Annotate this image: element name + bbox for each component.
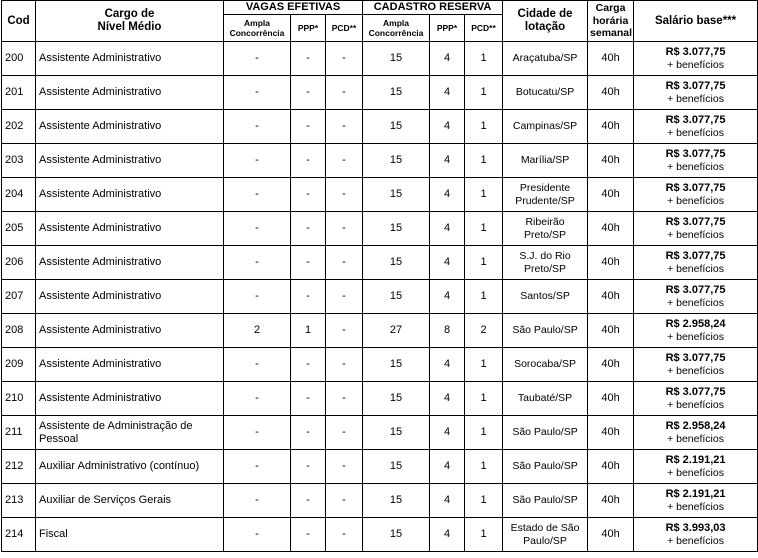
- vagas-ppp-cell: -: [291, 382, 326, 416]
- header-carga-line3: semanal: [590, 27, 633, 40]
- benefit-note: + benefícios: [667, 466, 724, 479]
- cidade-cell: São Paulo/SP: [503, 314, 588, 348]
- salario-value: R$ 3.077,75: [665, 45, 726, 58]
- reserva-ppp-cell: 4: [430, 246, 465, 280]
- table-row: [2, 110, 758, 144]
- carga-cell: 40h: [588, 42, 634, 76]
- reserva-pcd-cell: 2: [465, 314, 503, 348]
- salario-value: R$ 2.958,24: [665, 419, 726, 432]
- salario-cell: [634, 450, 758, 484]
- reserva-ppp-cell: 4: [430, 518, 465, 552]
- header-cr-ppp: PPP*: [430, 15, 465, 42]
- vagas-pcd-cell: -: [326, 348, 363, 382]
- reserva-ampla-cell: 15: [363, 212, 430, 246]
- cargo-cell: Assistente Administrativo: [36, 76, 224, 110]
- cidade-cell: Marília/SP: [503, 144, 588, 178]
- reserva-pcd-cell: 1: [465, 450, 503, 484]
- salario-cell: [634, 348, 758, 382]
- header-salario: Salário base***: [634, 1, 758, 42]
- vagas-ampla-cell: -: [224, 484, 291, 518]
- salario-value: R$ 3.993,03: [665, 521, 726, 534]
- header-vagas-efetivas: VAGAS EFETIVAS: [224, 1, 363, 15]
- table-row: [2, 382, 758, 416]
- cod-cell: 202: [2, 110, 36, 144]
- benefit-note: + benefícios: [667, 160, 724, 173]
- reserva-ampla-cell: 15: [363, 518, 430, 552]
- vagas-ampla-cell: -: [224, 42, 291, 76]
- reserva-ampla-cell: 15: [363, 450, 430, 484]
- reserva-ampla-cell: 27: [363, 314, 430, 348]
- salario-value: R$ 2.191,21: [665, 487, 726, 500]
- cod-cell: 201: [2, 76, 36, 110]
- header-ve-ampla-line1: Ampla: [244, 18, 270, 28]
- carga-cell: 40h: [588, 484, 634, 518]
- cargo-cell: Assistente Administrativo: [36, 382, 224, 416]
- vagas-ampla-cell: -: [224, 450, 291, 484]
- table-row: [2, 314, 758, 348]
- vagas-pcd-cell: -: [326, 144, 363, 178]
- carga-cell: 40h: [588, 450, 634, 484]
- vagas-ppp-cell: -: [291, 348, 326, 382]
- cod-cell: 213: [2, 484, 36, 518]
- benefit-note: + benefícios: [667, 194, 724, 207]
- salario-cell: [634, 382, 758, 416]
- reserva-pcd-cell: 1: [465, 348, 503, 382]
- cod-cell: 214: [2, 518, 36, 552]
- cod-cell: 203: [2, 144, 36, 178]
- positions-table: [1, 0, 758, 552]
- vagas-ampla-cell: -: [224, 110, 291, 144]
- salario-value: R$ 3.077,75: [665, 147, 726, 160]
- cidade-cell: Botucatu/SP: [503, 76, 588, 110]
- table-row: [2, 76, 758, 110]
- benefit-note: + benefícios: [667, 398, 724, 411]
- header-cidade-line2: lotação: [524, 21, 566, 33]
- salario-value: R$ 2.958,24: [665, 317, 726, 330]
- carga-cell: 40h: [588, 280, 634, 314]
- vagas-ppp-cell: -: [291, 450, 326, 484]
- vagas-pcd-cell: -: [326, 246, 363, 280]
- benefit-note: + benefícios: [667, 126, 724, 139]
- cidade-cell: São Paulo/SP: [503, 484, 588, 518]
- vagas-ampla-cell: -: [224, 246, 291, 280]
- cargo-cell: Auxiliar Administrativo (contínuo): [36, 450, 224, 484]
- cargo-cell: Assistente Administrativo: [36, 42, 224, 76]
- cod-cell: 211: [2, 416, 36, 450]
- cod-cell: 200: [2, 42, 36, 76]
- reserva-pcd-cell: 1: [465, 110, 503, 144]
- vagas-pcd-cell: -: [326, 416, 363, 450]
- vagas-ampla-cell: -: [224, 348, 291, 382]
- table-row: [2, 42, 758, 76]
- salario-value: R$ 3.077,75: [665, 79, 726, 92]
- vagas-ampla-cell: -: [224, 212, 291, 246]
- table-row: [2, 518, 758, 552]
- benefit-note: + benefícios: [667, 432, 724, 445]
- vagas-pcd-cell: -: [326, 518, 363, 552]
- header-cod: Cod: [2, 1, 36, 42]
- cod-cell: 205: [2, 212, 36, 246]
- benefit-note: + benefícios: [667, 58, 724, 71]
- reserva-ppp-cell: 4: [430, 178, 465, 212]
- cidade-cell: São Paulo/SP: [503, 416, 588, 450]
- salario-value: R$ 3.077,75: [665, 283, 726, 296]
- table-row: [2, 416, 758, 450]
- reserva-ppp-cell: 4: [430, 212, 465, 246]
- cidade-cell: Estado de São Paulo/SP: [503, 518, 588, 552]
- header-carga: [588, 1, 634, 42]
- reserva-pcd-cell: 1: [465, 484, 503, 518]
- reserva-pcd-cell: 1: [465, 178, 503, 212]
- vagas-ppp-cell: -: [291, 484, 326, 518]
- vagas-pcd-cell: -: [326, 314, 363, 348]
- header-cidade: [503, 1, 588, 42]
- salario-cell: [634, 314, 758, 348]
- reserva-ampla-cell: 15: [363, 416, 430, 450]
- header-ve-ampla-line2: Concorrência: [229, 28, 285, 38]
- salario-cell: [634, 110, 758, 144]
- reserva-ppp-cell: 4: [430, 450, 465, 484]
- table-row: [2, 144, 758, 178]
- carga-cell: 40h: [588, 144, 634, 178]
- salario-value: R$ 3.077,75: [665, 351, 726, 364]
- header-cr-ampla-line2: Concorrência: [368, 28, 424, 38]
- carga-cell: 40h: [588, 382, 634, 416]
- header-cargo-line1: Cargo de: [104, 8, 155, 20]
- reserva-ampla-cell: 15: [363, 110, 430, 144]
- reserva-pcd-cell: 1: [465, 382, 503, 416]
- vagas-pcd-cell: -: [326, 484, 363, 518]
- benefit-note: + benefícios: [667, 296, 724, 309]
- cidade-cell: Sorocaba/SP: [503, 348, 588, 382]
- cargo-cell: Assistente Administrativo: [36, 212, 224, 246]
- reserva-pcd-cell: 1: [465, 246, 503, 280]
- header-cr-ampla: [363, 15, 430, 42]
- cod-cell: 207: [2, 280, 36, 314]
- vagas-ampla-cell: -: [224, 144, 291, 178]
- header-cr-ampla-line1: Ampla: [383, 18, 409, 28]
- cargo-cell: Assistente Administrativo: [36, 110, 224, 144]
- cidade-cell: Presidente Prudente/SP: [503, 178, 588, 212]
- header-ve-pcd: PCD**: [326, 15, 363, 42]
- vagas-ppp-cell: -: [291, 518, 326, 552]
- cod-cell: 208: [2, 314, 36, 348]
- carga-cell: 40h: [588, 212, 634, 246]
- reserva-ampla-cell: 15: [363, 42, 430, 76]
- salario-cell: [634, 280, 758, 314]
- reserva-ppp-cell: 8: [430, 314, 465, 348]
- cargo-cell: Assistente Administrativo: [36, 280, 224, 314]
- vagas-ampla-cell: -: [224, 382, 291, 416]
- cod-cell: 212: [2, 450, 36, 484]
- vagas-ppp-cell: -: [291, 110, 326, 144]
- header-ve-ppp: PPP*: [291, 15, 326, 42]
- vagas-pcd-cell: -: [326, 450, 363, 484]
- cod-cell: 206: [2, 246, 36, 280]
- salario-cell: [634, 42, 758, 76]
- reserva-pcd-cell: 1: [465, 416, 503, 450]
- benefit-note: + benefícios: [667, 228, 724, 241]
- reserva-pcd-cell: 1: [465, 42, 503, 76]
- reserva-ampla-cell: 15: [363, 246, 430, 280]
- reserva-ppp-cell: 4: [430, 110, 465, 144]
- salario-value: R$ 3.077,75: [665, 181, 726, 194]
- cargo-cell: Assistente Administrativo: [36, 246, 224, 280]
- reserva-ppp-cell: 4: [430, 416, 465, 450]
- vagas-ppp-cell: -: [291, 212, 326, 246]
- carga-cell: 40h: [588, 246, 634, 280]
- reserva-pcd-cell: 1: [465, 144, 503, 178]
- reserva-ampla-cell: 15: [363, 280, 430, 314]
- reserva-pcd-cell: 1: [465, 76, 503, 110]
- benefit-note: + benefícios: [667, 534, 724, 547]
- carga-cell: 40h: [588, 518, 634, 552]
- table-row: [2, 280, 758, 314]
- header-row-top: [2, 1, 758, 15]
- carga-cell: 40h: [588, 348, 634, 382]
- cod-cell: 209: [2, 348, 36, 382]
- cidade-cell: Araçatuba/SP: [503, 42, 588, 76]
- carga-cell: 40h: [588, 110, 634, 144]
- reserva-ampla-cell: 15: [363, 178, 430, 212]
- cargo-cell: Assistente Administrativo: [36, 348, 224, 382]
- reserva-ampla-cell: 15: [363, 382, 430, 416]
- vagas-ppp-cell: -: [291, 42, 326, 76]
- carga-cell: 40h: [588, 416, 634, 450]
- header-carga-line2: horária: [592, 14, 629, 27]
- vagas-pcd-cell: -: [326, 280, 363, 314]
- salario-cell: [634, 246, 758, 280]
- cod-cell: 204: [2, 178, 36, 212]
- cidade-cell: S.J. do Rio Preto/SP: [503, 246, 588, 280]
- vagas-ppp-cell: -: [291, 76, 326, 110]
- vagas-ppp-cell: -: [291, 416, 326, 450]
- reserva-pcd-cell: 1: [465, 212, 503, 246]
- table-row: [2, 484, 758, 518]
- vagas-ppp-cell: -: [291, 178, 326, 212]
- reserva-ppp-cell: 4: [430, 280, 465, 314]
- reserva-ampla-cell: 15: [363, 144, 430, 178]
- reserva-pcd-cell: 1: [465, 518, 503, 552]
- vagas-ampla-cell: -: [224, 76, 291, 110]
- table-row: [2, 450, 758, 484]
- salario-cell: [634, 416, 758, 450]
- vagas-pcd-cell: -: [326, 76, 363, 110]
- header-carga-line1: Carga: [595, 2, 626, 15]
- reserva-ppp-cell: 4: [430, 484, 465, 518]
- vagas-pcd-cell: -: [326, 178, 363, 212]
- cidade-cell: São Paulo/SP: [503, 450, 588, 484]
- salario-cell: [634, 212, 758, 246]
- salario-cell: [634, 518, 758, 552]
- vagas-pcd-cell: -: [326, 382, 363, 416]
- salario-value: R$ 2.191,21: [665, 453, 726, 466]
- benefit-note: + benefícios: [667, 92, 724, 105]
- header-ve-ampla: [224, 15, 291, 42]
- cidade-cell: Santos/SP: [503, 280, 588, 314]
- cargo-cell: Assistente Administrativo: [36, 178, 224, 212]
- salario-cell: [634, 484, 758, 518]
- vagas-ppp-cell: -: [291, 144, 326, 178]
- vagas-pcd-cell: -: [326, 212, 363, 246]
- carga-cell: 40h: [588, 178, 634, 212]
- vagas-ppp-cell: 1: [291, 314, 326, 348]
- reserva-ampla-cell: 15: [363, 348, 430, 382]
- cargo-cell: Fiscal: [36, 518, 224, 552]
- cargo-cell: Assistente de Administração de Pessoal: [36, 416, 224, 450]
- salario-value: R$ 3.077,75: [665, 249, 726, 262]
- header-cargo: [36, 1, 224, 42]
- vagas-ppp-cell: -: [291, 280, 326, 314]
- reserva-ppp-cell: 4: [430, 348, 465, 382]
- benefit-note: + benefícios: [667, 500, 724, 513]
- reserva-ppp-cell: 4: [430, 144, 465, 178]
- header-cidade-line1: Cidade de: [517, 8, 573, 20]
- table-row: [2, 348, 758, 382]
- salario-value: R$ 3.077,75: [665, 385, 726, 398]
- reserva-ampla-cell: 15: [363, 76, 430, 110]
- cod-cell: 210: [2, 382, 36, 416]
- vagas-ampla-cell: -: [224, 518, 291, 552]
- cargo-cell: Auxiliar de Serviços Gerais: [36, 484, 224, 518]
- vagas-ampla-cell: -: [224, 280, 291, 314]
- reserva-pcd-cell: 1: [465, 280, 503, 314]
- vagas-pcd-cell: -: [326, 42, 363, 76]
- cargo-cell: Assistente Administrativo: [36, 314, 224, 348]
- reserva-ppp-cell: 4: [430, 42, 465, 76]
- reserva-ppp-cell: 4: [430, 76, 465, 110]
- salario-value: R$ 3.077,75: [665, 113, 726, 126]
- salario-cell: [634, 144, 758, 178]
- header-cr-pcd: PCD**: [465, 15, 503, 42]
- table-row: [2, 178, 758, 212]
- salario-cell: [634, 178, 758, 212]
- table-row: [2, 212, 758, 246]
- cidade-cell: Campinas/SP: [503, 110, 588, 144]
- vagas-ampla-cell: -: [224, 416, 291, 450]
- reserva-ppp-cell: 4: [430, 382, 465, 416]
- header-cargo-line2: Nível Médio: [97, 21, 162, 33]
- cidade-cell: Ribeirão Preto/SP: [503, 212, 588, 246]
- vagas-ampla-cell: 2: [224, 314, 291, 348]
- cargo-cell: Assistente Administrativo: [36, 144, 224, 178]
- vagas-ampla-cell: -: [224, 178, 291, 212]
- cidade-cell: Taubaté/SP: [503, 382, 588, 416]
- salario-cell: [634, 76, 758, 110]
- reserva-ampla-cell: 15: [363, 484, 430, 518]
- vagas-pcd-cell: -: [326, 110, 363, 144]
- table-row: [2, 246, 758, 280]
- vagas-ppp-cell: -: [291, 246, 326, 280]
- carga-cell: 40h: [588, 314, 634, 348]
- benefit-note: + benefícios: [667, 364, 724, 377]
- header-cadastro-reserva: CADASTRO RESERVA: [363, 1, 503, 15]
- benefit-note: + benefícios: [667, 262, 724, 275]
- salario-value: R$ 3.077,75: [665, 215, 726, 228]
- carga-cell: 40h: [588, 76, 634, 110]
- benefit-note: + benefícios: [667, 330, 724, 343]
